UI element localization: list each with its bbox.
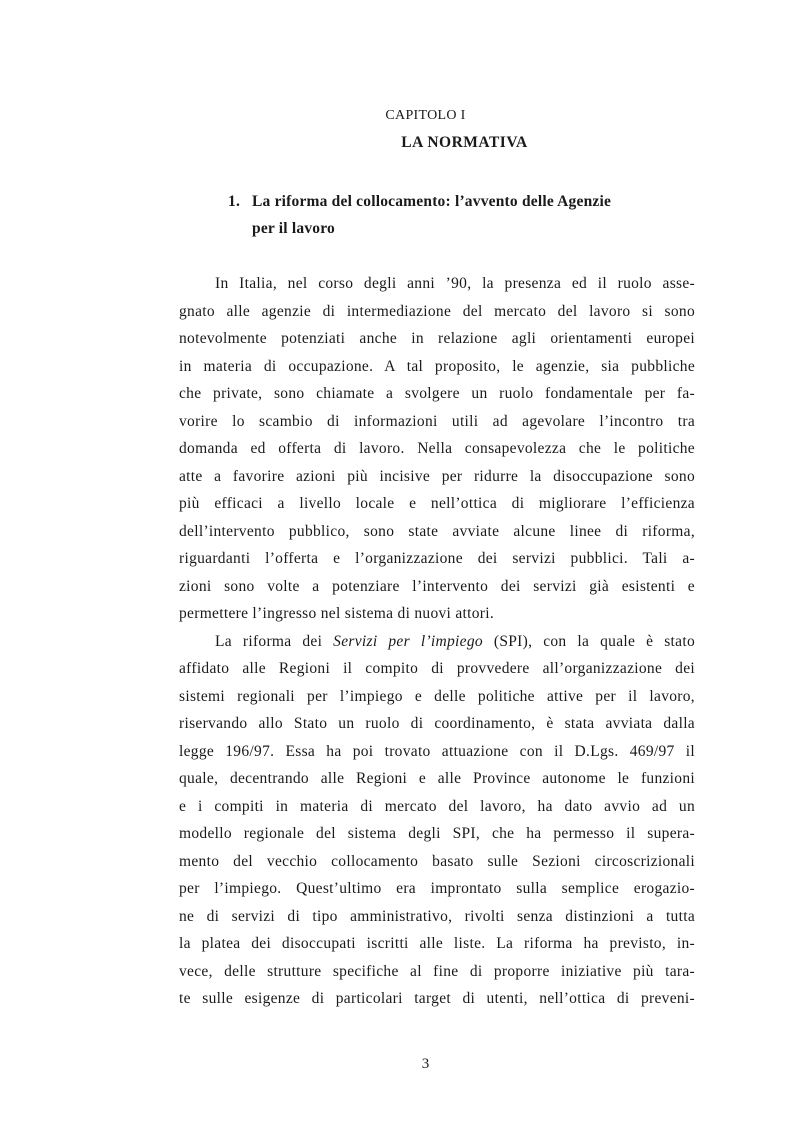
text-run: (SPI), con la quale è stato [482, 632, 695, 650]
body-text [179, 270, 695, 1013]
paragraph-line: legge 196/97. Essa ha poi trovato attuazione con il D.Lgs. 469/97 il [179, 742, 695, 760]
paragraph-line: in materia di occupazione. A tal proposito, le agenzie, sia pubbliche [179, 357, 695, 375]
paragraph-line: per l’impiego. Quest’ultimo era improntato sulla semplice erogazio- [179, 880, 695, 897]
paragraph-line: vorire lo scambio di informazioni utili ad agevolare l’incontro tra [179, 412, 695, 430]
paragraph-line: quale, decentrando alle Regioni e alle Province autonome le funzioni [179, 770, 695, 787]
paragraph-line: te sulle esigenze di particolari target di utenti, nell’ottica di preveni- [179, 990, 695, 1007]
paragraph-line: affidato alle Regioni il compito di provvedere all’organizzazione dei [179, 660, 695, 677]
paragraph-line: riservando allo Stato un ruolo di coordinamento, è stata avviata dalla [179, 715, 695, 732]
paragraph-line: ne di servizi di tipo amministrativo, rivolti senza distinzioni a tutta [179, 907, 695, 925]
paragraph-line: atte a favorire azioni più incisive per ridurre la disoccupazione sono [179, 467, 695, 485]
paragraph-line: la platea dei disoccupati iscritti alle liste. La riforma ha previsto, in- [179, 935, 695, 952]
paragraph-line: dell’intervento pubblico, sono state avviate alcune linee di riforma, [179, 522, 695, 540]
paragraph-line: riguardanti l’offerta e l’organizzazione dei servizi pubblici. Tali a- [179, 550, 695, 567]
section-title-line-1: La riforma del collocamento: l’avvento delle Agenzie [252, 193, 612, 210]
paragraph-line: che private, sono chiamate a svolgere un ruolo fondamentale per fa- [179, 385, 695, 402]
paragraph-line [179, 628, 695, 656]
page-number: 3 [421, 1056, 430, 1072]
paragraph-line: In Italia, nel corso degli anni ’90, la presenza ed il ruolo asse- [215, 275, 695, 292]
paragraph-line: vece, delle strutture specifiche al fine di proporre iniziative più tara- [179, 962, 695, 980]
paragraph-line: domanda ed offerta di lavoro. Nella consapevolezza che le politiche [179, 440, 695, 457]
paragraph-line: più efficaci a livello locale e nell’ottica di migliorare l’efficienza [179, 495, 695, 512]
text-run: La riforma dei [215, 632, 334, 650]
paragraph-line: sistemi regionali per l’impiego e delle politiche attive per il lavoro, [179, 687, 695, 705]
paragraph-line: mento del vecchio collocamento basato sulle Sezioni circoscrizionali [179, 852, 695, 870]
paragraph-line: permettere l’ingresso nel sistema di nuovi attori. [179, 605, 495, 622]
section-title-line-2: per il lavoro [252, 220, 335, 237]
paragraph-line: notevolmente potenziati anche in relazione agli orientamenti europei [179, 330, 695, 347]
chapter-label: CAPITOLO I [385, 108, 466, 123]
paragraph-line: gnato alle agenzie di intermediazione del mercato del lavoro si sono [179, 302, 695, 320]
section-heading [228, 188, 688, 242]
italic-term: Servizi per l’impiego [333, 632, 483, 650]
paragraph-line: modello regionale del sistema degli SPI, che ha permesso il supera- [179, 825, 695, 842]
paragraph-line: e i compiti in materia di mercato del lavoro, ha dato avvio ad un [179, 797, 695, 815]
paragraph-line: zioni sono volte a potenziare l’intervento dei servizi già esistenti e [179, 577, 695, 595]
section-number: 1. [228, 193, 241, 210]
chapter-title: LA NORMATIVA [401, 134, 528, 151]
